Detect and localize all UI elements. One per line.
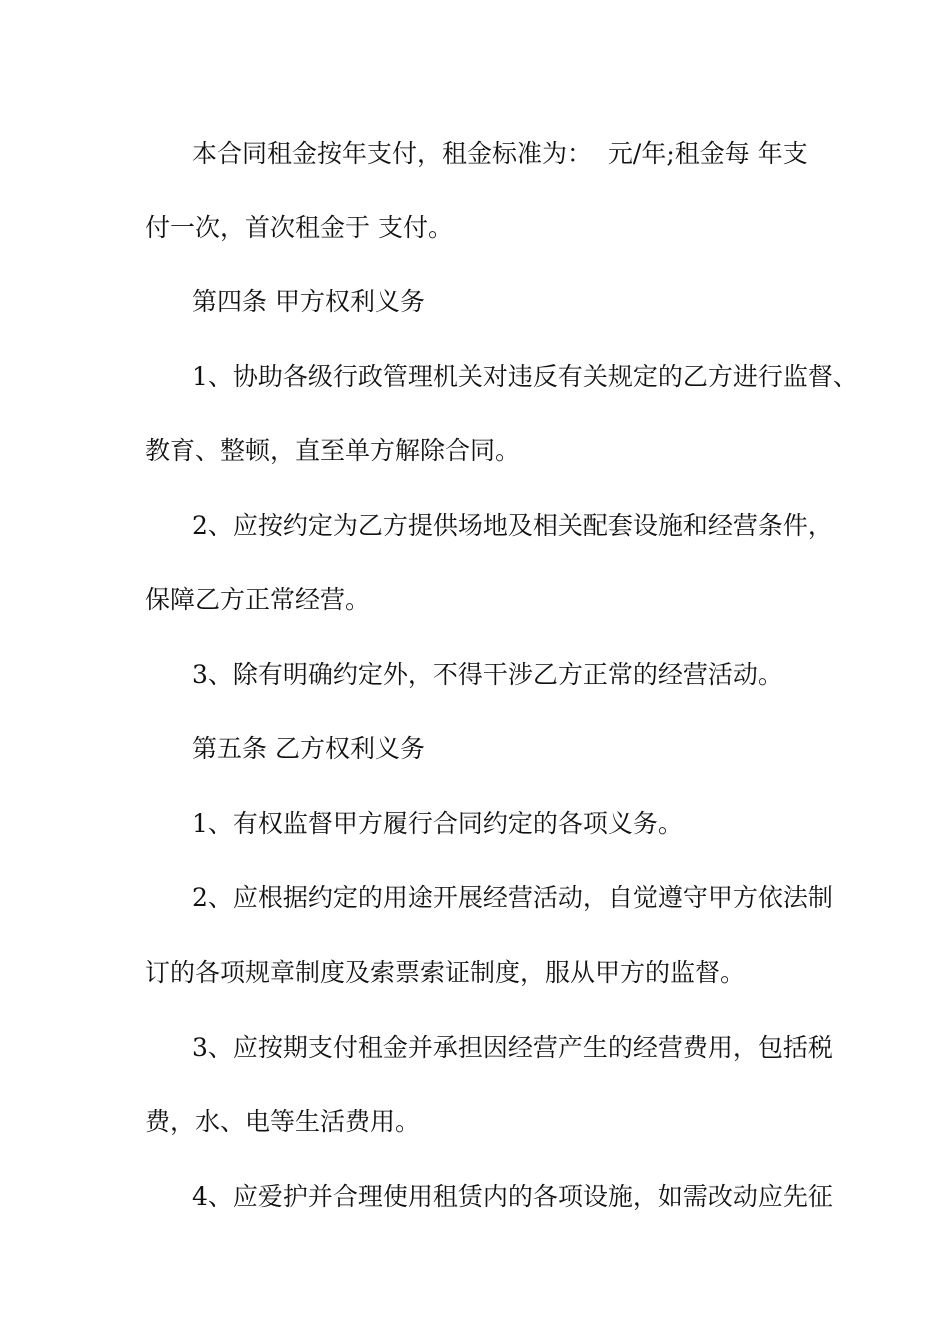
text-line: 2、应按约定为乙方提供场地及相关配套设施和经营条件， [192,511,833,540]
section-heading: 第五条 乙方权利义务 [192,734,425,763]
text-line: 费，水、电等生活费用。 [145,1107,421,1136]
text-line: 付一次，首次租金于 支付。 [145,213,453,242]
text-line: 教育、整顿，直至单方解除合同。 [145,436,521,465]
text-line: 1、协助各级行政管理机关对违反有关规定的乙方进行监督、 [192,362,858,391]
text-line: 订的各项规章制度及索票索证制度，服从甲方的监督。 [145,958,746,987]
text-line: 4、应爱护并合理使用租赁内的各项设施，如需改动应先征 [192,1182,833,1211]
text-line: 3、应按期支付租金并承担因经营产生的经营费用，包括税 [192,1033,833,1062]
text-line: 保障乙方正常经营。 [145,585,371,614]
section-heading: 第四条 甲方权利义务 [192,287,425,316]
text-line: 3、除有明确约定外，不得干涉乙方正常的经营活动。 [192,660,783,689]
text-line: 本合同租金按年支付，租金标准为： 元/年;租金每 年支 [192,139,808,168]
text-line: 2、应根据约定的用途开展经营活动，自觉遵守甲方依法制 [192,883,833,912]
text-line: 1、有权监督甲方履行合同约定的各项义务。 [192,809,683,838]
